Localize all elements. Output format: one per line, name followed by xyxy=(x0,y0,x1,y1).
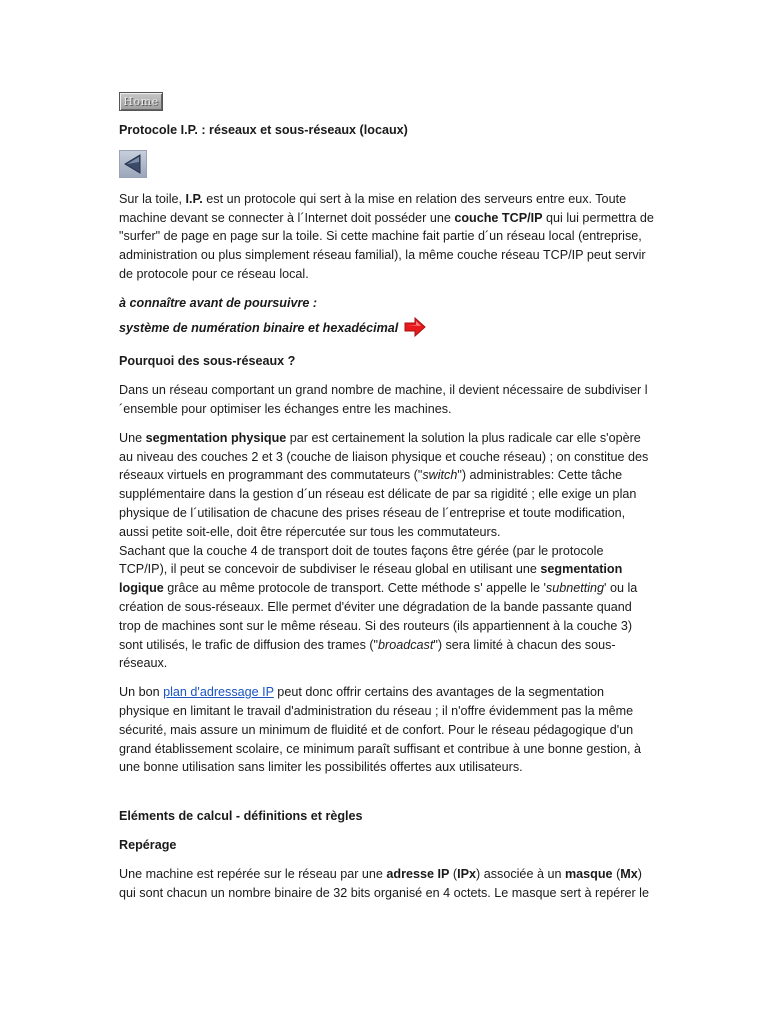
red-right-arrow-icon[interactable] xyxy=(404,317,426,343)
text-run: Une xyxy=(119,430,146,445)
text-run: ( xyxy=(612,866,621,881)
text-run: est un protocole qui sert à la mise en relation des serveurs entre eux. Toute machine devant se connecter à l´Internet doit posséder une xyxy=(119,191,627,225)
section-heading-reperage: Repérage xyxy=(119,837,177,852)
text-run: ) associée à un xyxy=(476,866,565,881)
prereq-topic: système de numération binaire et hexadécimal xyxy=(119,320,399,335)
back-button[interactable] xyxy=(119,150,147,178)
home-button[interactable]: Home xyxy=(119,92,163,111)
bold-tcp-ip: couche TCP/IP xyxy=(454,210,543,225)
text-run: ( xyxy=(449,866,458,881)
bold-adresse-ip: adresse IP xyxy=(386,866,450,881)
prereq-link-line xyxy=(119,317,654,343)
bold-ipx: IPx xyxy=(457,866,477,881)
bold-ip: I.P. xyxy=(185,191,203,206)
document-content xyxy=(119,92,654,912)
paragraph-plan-adressage xyxy=(119,683,654,777)
bold-mx: Mx xyxy=(620,866,638,881)
intro-paragraph xyxy=(119,190,654,284)
text-run: Un bon xyxy=(119,685,164,700)
text-run: Sachant que la couche 4 de transport doit de toutes façons être gérée (par le protocole TCP/IP), il peut se concevoir de subdiviser le réseau global en utilisant une xyxy=(119,543,604,577)
italic-switch: switch xyxy=(422,468,458,483)
text-run: ") administrables: Cette tâche supplémentaire dans la gestion d´un réseau est délicate de par sa rigidité ; elle exige un plan physique de l´utilisation de chacune des prises réseau de l´entreprise et toute modification, aussi petite soit-elle, doit être répercutée sur tous les commutateurs. xyxy=(119,468,637,539)
section-heading-calcul: Eléments de calcul - définitions et règles xyxy=(119,809,363,824)
paragraph-subdivide: Dans un réseau comportant un grand nombre de machine, il devient nécessaire de subdiviser l´ensemble pour optimiser les échanges entre les machines. xyxy=(119,383,648,416)
text-run: ") sera limité à chacun des sous-réseaux. xyxy=(119,637,616,671)
text-run: Sur la toile, xyxy=(119,191,186,206)
text-run: ' ou la création de sous-réseaux. Elle permet d'éviter une dégradation de la bande passante quand trop de machines sont sur le même réseau. Si des routeurs (ils appartiennent à la couche 3) sont utilisés, le trafic de diffusion des trames (" xyxy=(119,581,638,652)
text-run: grâce au même protocole de transport. Cette méthode s' appelle le ' xyxy=(163,581,546,596)
plan-adressage-link[interactable]: plan d'adressage IP xyxy=(163,685,274,700)
paragraph-segmentation xyxy=(119,429,654,673)
prereq-heading: à connaître avant de poursuivre : xyxy=(119,295,318,310)
text-run: par est certainement la solution la plus radicale car elle s'opère au niveau des couches 2 et 3 (couche de liaison physique et couche réseau) ; on constitue des réseaux virtuels en programmant des commutateurs (" xyxy=(119,430,649,483)
text-run: qui lui permettra de "surfer" de page en page sur la toile. Si cette machine fait partie d´un réseau local (entreprise, administration ou plus simplement réseau familial), la même couche réseau TCP/IP peut servir de protocole pour ce réseau local. xyxy=(119,210,654,281)
bold-segmentation-logique: segmentation logique xyxy=(119,562,623,596)
text-run: Une machine est repérée sur le réseau par une xyxy=(119,866,387,881)
bold-masque: masque xyxy=(564,866,613,881)
page-title: Protocole I.P. : réseaux et sous-réseaux (locaux) xyxy=(119,123,408,137)
paragraph-reperage xyxy=(119,865,654,903)
bold-segmentation-physique: segmentation physique xyxy=(145,430,287,445)
text-run: ) qui sont chacun un nombre binaire de 32 bits organisé en 4 octets. Le masque sert à repérer le xyxy=(119,866,649,900)
italic-broadcast: broadcast xyxy=(378,637,434,652)
text-run: peut donc offrir certains des avantages de la segmentation physique en limitant le travail d'administration du réseau ; il n'offre évidemment pas la même sécurité, mais assure un minimum de fluidité et de confort. Pour le réseau pédagogique d'un grand établissement scolaire, ce minimum paraît suffisant et contribue à une bonne gestion, à une bonne utilisation sans limiter les possibilités offertes aux utilisateurs. xyxy=(119,685,642,775)
back-arrow-icon xyxy=(120,151,146,177)
italic-subnetting: subnetting xyxy=(545,581,605,596)
section-heading-why: Pourquoi des sous-réseaux ? xyxy=(119,354,296,369)
